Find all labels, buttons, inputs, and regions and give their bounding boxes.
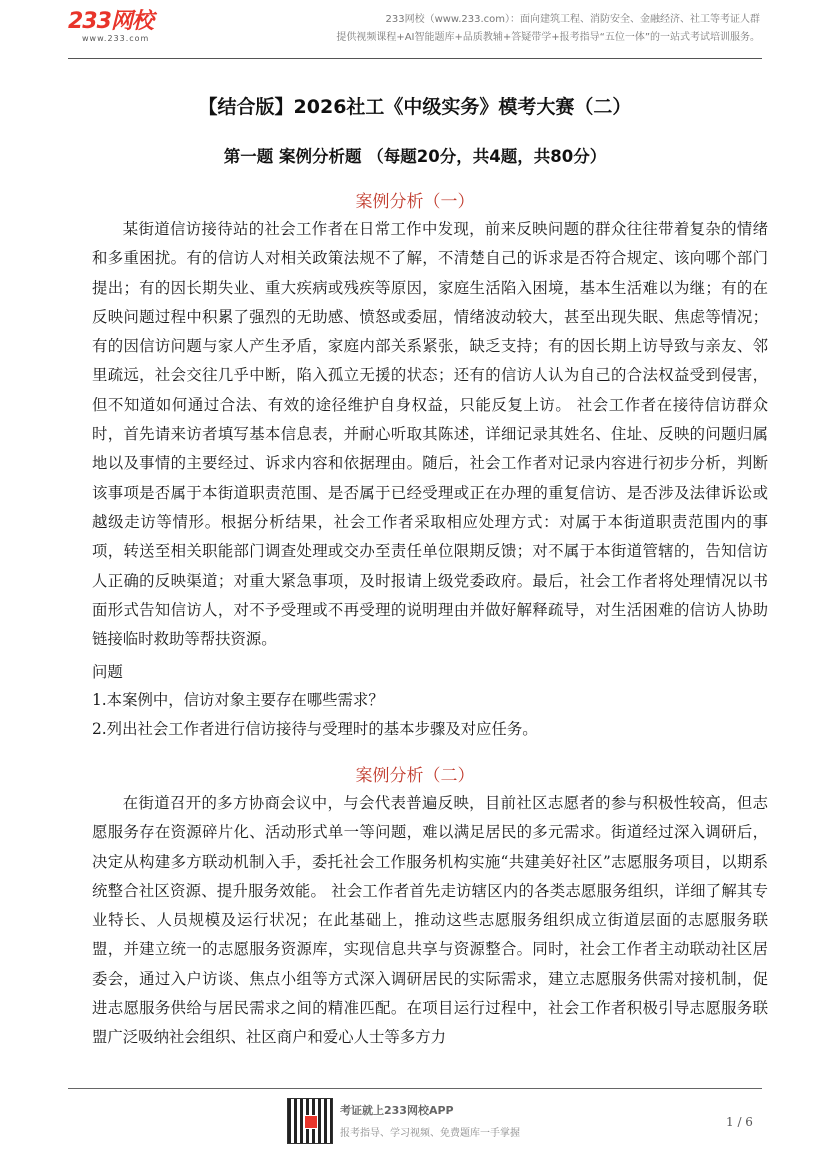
footer-app-title: 考证就上233网校APP	[340, 1104, 454, 1117]
case1-body: 某街道信访接待站的社会工作者在日常工作中发现，前来反映问题的群众往往带着复杂的情绪和多重困扰。有的信访人对相关政策法规不了解，不清楚自己的诉求是否符合规定、该向哪个部门提出；有的因长期失业、重大疾病或残疾等原因，家庭生活陷入困境，基本生活难以为继；有的在反映问题过程中积累了强烈的无助感、愤怒或委屈，情绪波动较大，甚至出现失眠、焦虑等情况；有的因信访问题与家人产生矛盾，家庭内部关系紧张，缺乏支持；有的因长期上访导致与亲友、邻里疏远，社会交往几乎中断，陷入孤立无援的状态；还有的信访人认为自己的合法权益受到侵害，但不知道如何通过合法、有效的途径维护自身权益，只能反复上访。 社会工作者在接待信访群众时，首先请来访者填写基本信息表，并耐心听取其陈述，详细记录其姓名、住址、反映的问题归属地以及事情的主要经过、诉求内容和依据理由。随后，社会工作者对记录内容进行初步分析，判断该事项是否属于本街道职责范围、是否属于已经受理或正在办理的重复信访、是否涉及法律诉讼或越级走访等情形。根据分析结果，社会工作者采取相应处理方式：对属于本街道职责范围内的事项，转送至相关职能部门调查处理或交办至责任单位限期反馈；对不属于本街道管辖的，告知信访人正确的反映渠道；对重大紧急事项，及时报请上级党委政府。最后，社会工作者将处理情况以书面形式告知信访人，对不予受理或不再受理的说明理由并做好解释疏导，对生活困难的信访人协助链接临时救助等帮扶资源。	[92, 220, 768, 649]
case1-heading: 案例分析（一）	[355, 192, 475, 212]
header-line-2: 提供视频课程+AI智能题库+品质教辅+答疑带学+报考指导“五位一体”的一站式考试培训服务。	[336, 32, 760, 43]
header-description	[336, 11, 760, 47]
logo-url: www.233.com	[82, 34, 150, 43]
header-divider	[68, 58, 762, 59]
page-number: 1 / 6	[726, 1115, 753, 1129]
logo-text: 233网校	[68, 9, 153, 34]
footer-divider	[68, 1088, 762, 1089]
question-item: 2.列出社会工作者进行信访接待与受理时的基本步骤及对应任务。	[92, 720, 538, 738]
case2-heading: 案例分析（二）	[355, 766, 475, 786]
question-label: 问题	[92, 663, 123, 681]
header-line-1: 233网校（www.233.com）：面向建筑工程、消防安全、金融经济、社工等考证人群	[385, 14, 760, 25]
logo[interactable]	[68, 10, 153, 43]
question-item: 1.本案例中，信访对象主要存在哪些需求？	[92, 691, 384, 709]
section-title: 第一题 案例分析题 （每题20分，共4题，共80分）	[223, 147, 607, 166]
document-title: 【结合版】2026社工《中级实务》模考大赛（二）	[198, 96, 632, 118]
page-header	[0, 0, 830, 60]
qr-code-icon[interactable]	[287, 1098, 333, 1144]
footer-app-subtitle: 报考指导、学习视频、免费题库一手掌握	[340, 1128, 520, 1139]
case2-body: 在街道召开的多方协商会议中，与会代表普遍反映，目前社区志愿者的参与积极性较高，但志愿服务存在资源碎片化、活动形式单一等问题，难以满足居民的多元需求。街道经过深入调研后，决定从构建多方联动机制入手，委托社会工作服务机构实施“共建美好社区”志愿服务项目，以期系统整合社区资源、提升服务效能。 社会工作者首先走访辖区内的各类志愿服务组织，详细了解其专业特长、人员规模及运行状况；在此基础上，推动这些志愿服务组织成立街道层面的志愿服务联盟，并建立统一的志愿服务资源库，实现信息共享与资源整合。同时，社会工作者主动联动社区居委会，通过入户访谈、焦点小组等方式深入调研居民的实际需求，建立志愿服务供需对接机制，促进志愿服务供给与居民需求之间的精准匹配。在项目运行过程中，社会工作者积极引导志愿服务联盟广泛吸纳社会组织、社区商户和爱心人士等多方力	[92, 794, 768, 1047]
